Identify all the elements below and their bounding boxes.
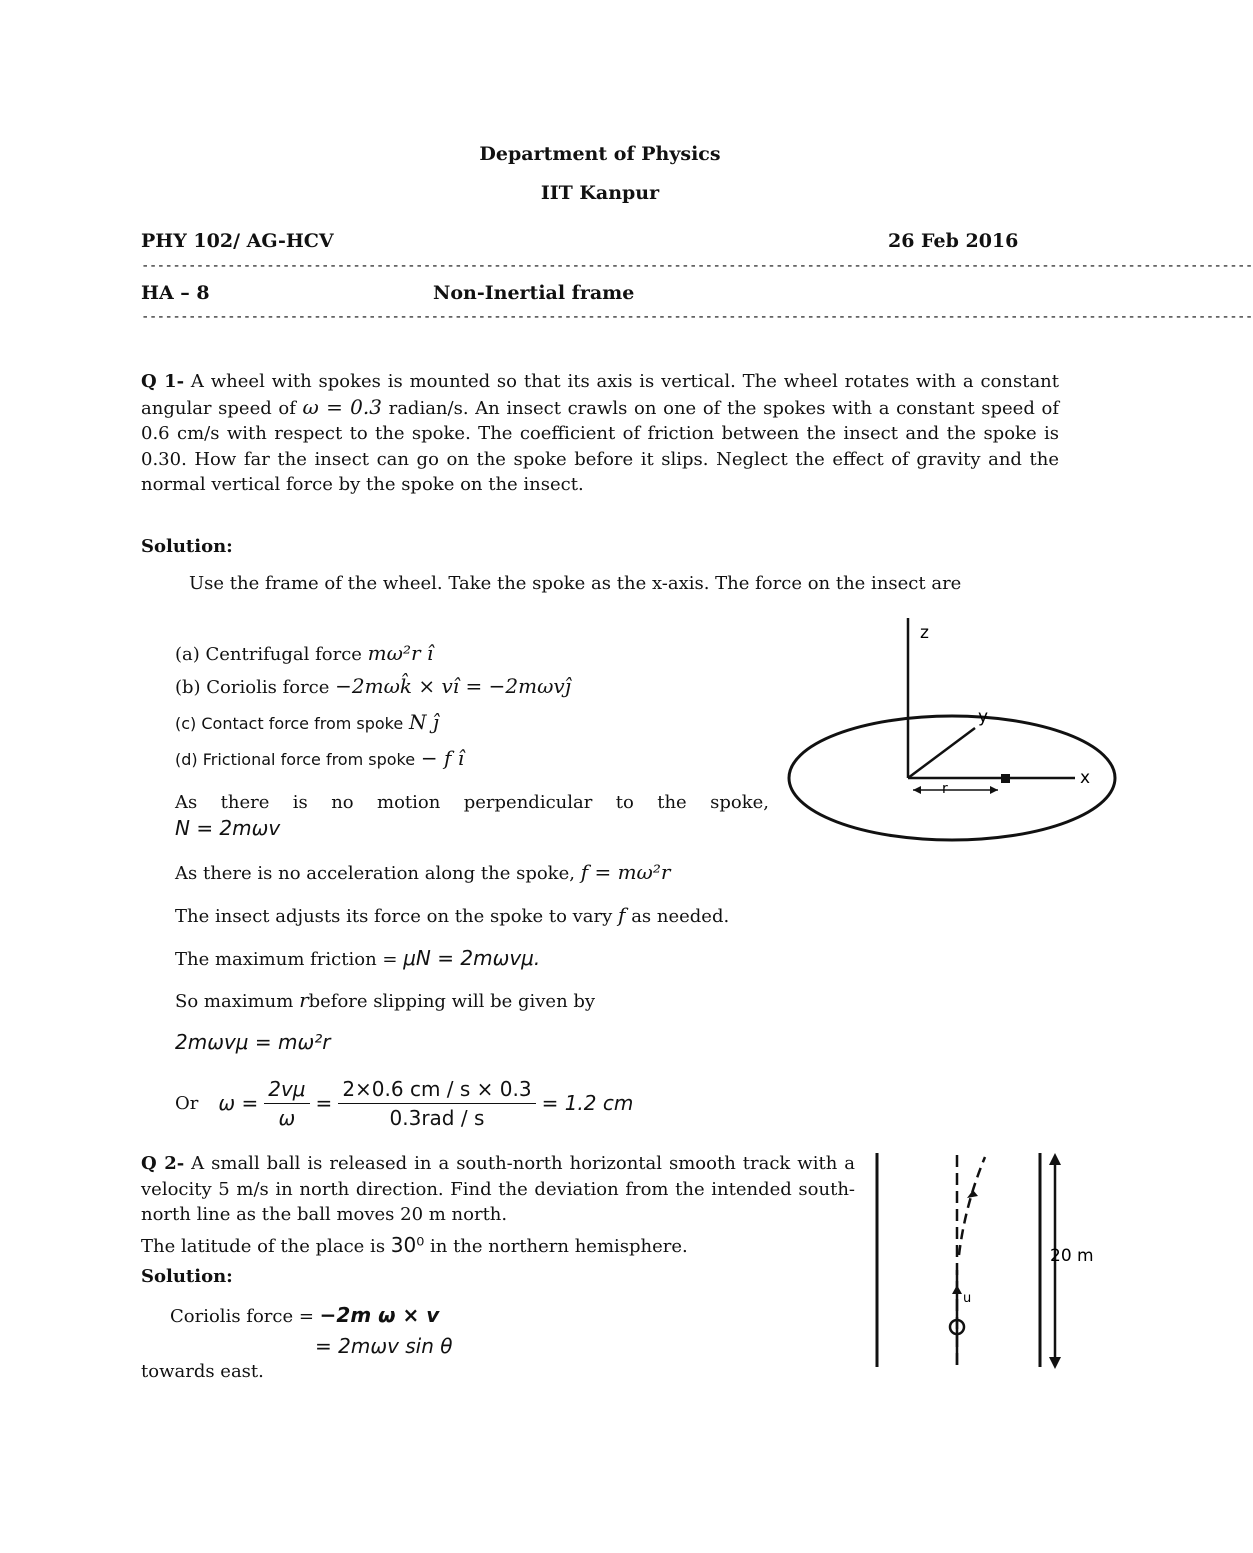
velocity-label: u [963, 1291, 972, 1306]
deflected-path-line [959, 1157, 985, 1255]
so-after: before slipping will be given by [308, 991, 596, 1012]
equals-sign: = [315, 1091, 333, 1115]
adjust-var: f [618, 903, 626, 927]
perp-expr [175, 816, 280, 840]
r-arrow-right-icon [990, 786, 998, 794]
q2-label: Q 2- [141, 1153, 185, 1174]
latitude-after: in the northern hemisphere. [430, 1236, 688, 1257]
maxfric-text: The maximum friction = [175, 949, 398, 970]
force-a-expr: mω²r î [367, 641, 434, 665]
so-before: So maximum [175, 991, 294, 1012]
frac2-den: 0.3rad / s [389, 1105, 485, 1130]
slip-equation-text: 2mωvμ = mω²r [175, 1030, 331, 1054]
accel-expr: f = mω²r [580, 860, 671, 884]
maxfric-line [175, 946, 540, 970]
or-label: Or [175, 1092, 199, 1114]
track-diagram [865, 1145, 1105, 1375]
accel-text: As there is no acceleration along the spoke, [175, 863, 575, 884]
force-b-label: (b) Coriolis force [175, 677, 330, 698]
q2-text: A small ball is released in a south-north horizontal smooth track with a velocity 5 m/s in north direction. Find the deviation from the intended south-north line as the ball moves 20 m north. [141, 1153, 855, 1225]
q1-omega-expr: ω = 0.3 [302, 394, 382, 419]
adjust-before: The insect adjusts its force on the spoke to vary [175, 906, 613, 927]
force-a-label: (a) Centrifugal force [175, 644, 362, 665]
so-var: r [299, 988, 309, 1012]
accel-line [175, 860, 670, 884]
perp-text: As there is no motion perpendicular to the spoke, [175, 792, 769, 813]
fraction-numeric [338, 1077, 535, 1130]
frac2-num: 2×0.6 cm / s × 0.3 [338, 1077, 535, 1104]
insect-marker [1001, 774, 1010, 783]
adjust-line [175, 903, 729, 927]
force-c [175, 710, 439, 734]
r-label: r [942, 781, 948, 797]
force-d [175, 746, 464, 770]
force-d-label: (d) Frictional force from spoke [175, 750, 416, 769]
adjust-after: as needed. [631, 906, 730, 927]
institute-title: IIT Kanpur [540, 182, 660, 204]
q1-solution-label: Solution: [141, 536, 233, 557]
coriolis-line-1 [170, 1303, 439, 1327]
distance-arrow-down-icon [1049, 1357, 1061, 1369]
or-lhs: ω = [218, 1091, 259, 1115]
force-a [175, 641, 433, 665]
assignment-topic: Non-Inertial frame [433, 282, 635, 304]
course-code: PHY 102/ AG-HCV [141, 230, 334, 252]
fraction-symbolic [264, 1077, 309, 1130]
divider-top: ---------------------------------------------------------------------------------------------------------------------------------------------- [141, 258, 1253, 274]
wheel-diagram [780, 610, 1110, 850]
frac1-num: 2vμ [264, 1077, 309, 1104]
q1-label: Q 1- [141, 371, 185, 392]
force-c-expr: N ĵ [408, 710, 440, 734]
force-b [175, 674, 571, 698]
maxfric-expr: μN = 2mωvμ. [403, 946, 541, 970]
q2-solution-label: Solution: [141, 1266, 233, 1287]
z-label: z [920, 623, 929, 643]
distance-label: 20 m [1050, 1246, 1094, 1266]
q1-statement [141, 369, 1059, 498]
y-axis-line [908, 728, 975, 778]
result-value: = 1.2 cm [541, 1091, 634, 1115]
deflection-arrow-icon [967, 1190, 978, 1198]
frac1-den: ω [278, 1105, 296, 1130]
velocity-arrow-icon [952, 1285, 962, 1294]
coriolis-expr-2: = 2mωv sin θ [315, 1334, 453, 1358]
coriolis-label: Coriolis force = [170, 1306, 314, 1327]
distance-arrow-up-icon [1049, 1153, 1061, 1165]
towards-east: towards east. [141, 1361, 264, 1382]
latitude-line [141, 1233, 688, 1257]
so-line [175, 988, 595, 1012]
force-b-expr: −2mωk̂ × vî = −2mωvĵ [335, 674, 571, 698]
assignment-number: HA – 8 [141, 282, 210, 304]
r-arrow-left-icon [913, 786, 921, 794]
coriolis-expr-1: −2m ω × v [319, 1303, 440, 1327]
coriolis-line-2 [315, 1334, 453, 1358]
q1-text-1: A wheel with spokes is mounted so that its axis is vertical. The wheel rotates with a constant angular speed of [141, 371, 1059, 419]
force-d-expr: − f î [420, 746, 465, 770]
slip-equation [175, 1030, 330, 1054]
latitude-before: The latitude of the place is [141, 1236, 386, 1257]
assignment-date: 26 Feb 2016 [888, 230, 1019, 252]
x-label: x [1080, 768, 1091, 788]
divider-bottom: ---------------------------------------------------------------------------------------------------------------------------------------------- [141, 309, 1253, 325]
y-label: y [978, 707, 989, 727]
perp-expr-text: N = 2mωv [175, 816, 281, 840]
result-line [175, 1073, 633, 1133]
latitude-value: 30⁰ [390, 1233, 425, 1257]
q1-text-2: radian/s. An insect crawls on one of the spokes with a constant speed of 0.6 cm/s with respect to the spoke. The coefficient of friction between the insect and the spoke is 0.30. How far the insect can go on the spoke before it slips. Neglect the effect of gravity and the normal vertical force by the spoke on the insect. [141, 397, 1059, 495]
department-title: Department of Physics [479, 143, 721, 165]
q1-intro: Use the frame of the wheel. Take the spoke as the x-axis. The force on the insect are [189, 573, 962, 594]
q2-statement [141, 1151, 855, 1228]
force-c-label: (c) Contact force from spoke [175, 714, 404, 733]
